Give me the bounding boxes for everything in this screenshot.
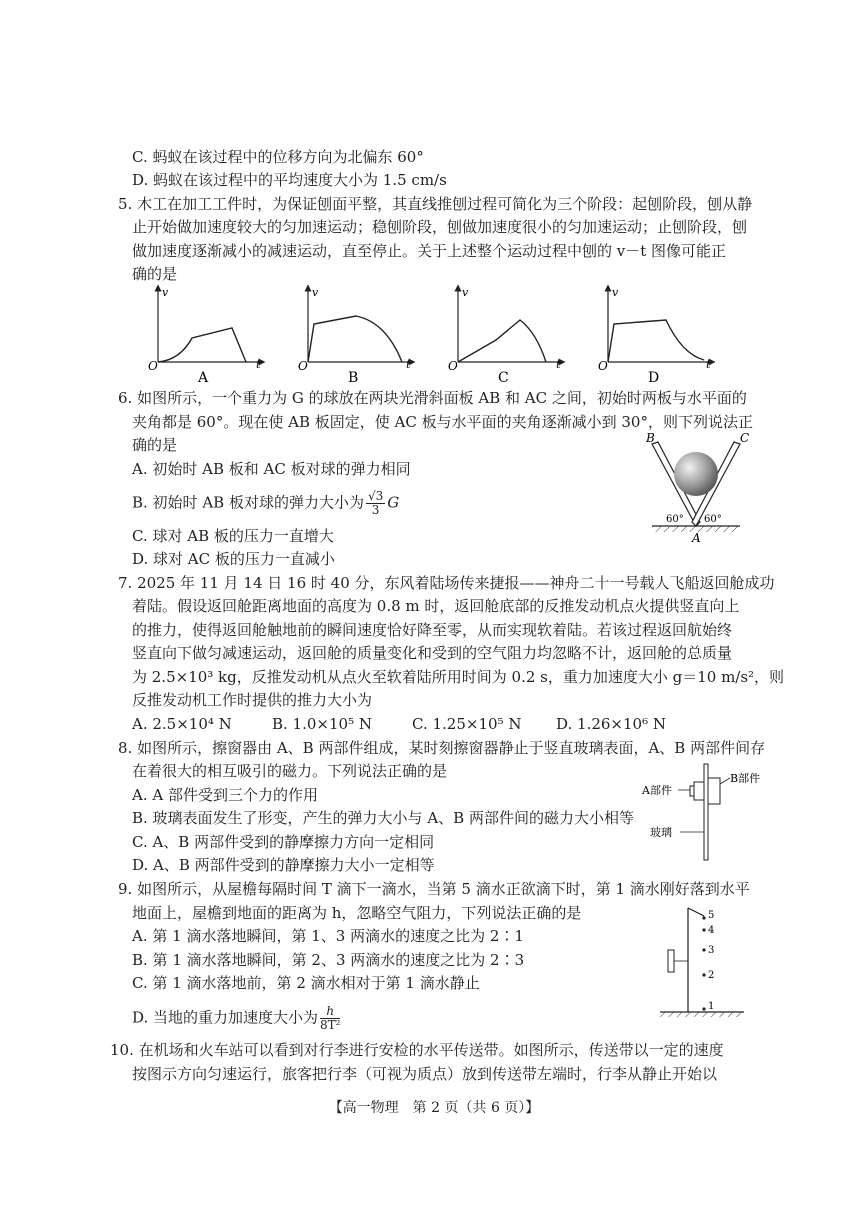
q6-option-b <box>132 490 399 517</box>
q9-figure <box>660 898 760 1018</box>
q9-stem-2: 地面上，屋檐到地面的距离为 h，忽略空气阻力，下列说法正确的是 <box>132 904 582 922</box>
q8-stem-1: 8. 如图所示，擦窗器由 A、B 两部件组成，某时刻擦窗器静止于竖直玻璃表面，A、B 两部件间存 <box>118 739 766 757</box>
fig9-drop-4: 4 <box>708 925 715 936</box>
q6-option-b-g: G <box>387 493 400 512</box>
q7-stem-6: 反推发动机工作时提供的推力大小为 <box>132 691 373 709</box>
graph-b <box>298 286 412 386</box>
q8-option-c: C. A、B 两部件受到的静摩擦力方向一定相同 <box>132 833 435 851</box>
fig6-label-a: A <box>692 531 701 545</box>
q6-figure <box>630 430 760 546</box>
q6-option-b-text: B. 初始时 AB 板对球的弹力大小为 <box>132 493 364 512</box>
fig8-label-part-a: A部件 <box>642 784 672 797</box>
q7-stem-3: 的推力，使得返回舱触地前的瞬间速度恰好降至零，从而实现软着陆。若该过程返回航始终 <box>132 621 733 639</box>
q9-stem-1: 9. 如图所示，从屋檐每隔时间 T 滴下一滴水，当第 5 滴水正欲滴下时，第 1 滴水刚好落到水平 <box>118 880 750 898</box>
q5-stem-2: 止开始做加速度较大的匀加速运动；稳刨阶段，刨做加速度很小的匀加速运动；止刨阶段，刨 <box>132 218 748 236</box>
q8-option-a: A. A 部件受到三个力的作用 <box>132 786 318 804</box>
q6-stem-2: 夹角都是 60°。现在使 AB 板固定，使 AC 板与水平面的夹角逐渐减小到 30°，则下列说法正 <box>132 413 753 431</box>
fig8-label-part-b: B部件 <box>730 772 761 785</box>
graph-c-label: C <box>498 370 509 386</box>
q7-stem-4: 竖直向下做匀减速运动，返回舱的质量变化和受到的空气阻力均忽略不计，返回舱的总质量 <box>132 644 733 662</box>
q6-option-c: C. 球对 AB 板的压力一直增大 <box>132 527 334 545</box>
q9-option-d <box>132 1005 342 1032</box>
fig9-drop-1: 1 <box>708 1001 715 1012</box>
graph-a-label: A <box>198 370 209 386</box>
fig9-drop-2: 2 <box>708 970 715 981</box>
q6-fraction-numerator: √3 <box>367 489 384 503</box>
fig6-angle-left: 60° <box>666 514 684 525</box>
graph-b-label: B <box>348 370 359 386</box>
q10-stem-1: 10. 在机场和火车站可以看到对行李进行安检的水平传送带。如图所示，传送带以一定的速度 <box>110 1041 724 1059</box>
q10-stem-2: 按图示方向匀速运行，旅客把行李（可视为质点）放到传送带左端时，行李从静止开始以 <box>132 1065 718 1083</box>
page-footer: 【高一物理 第 2 页（共 6 页）】 <box>328 1100 540 1116</box>
q7-stem-1: 7. 2025 年 11 月 14 日 16 时 40 分，东风着陆场传来捷报——神舟二十一号载人飞船返回舱成功 <box>118 574 775 592</box>
graph-a-v: v <box>162 286 169 299</box>
q5-stem-1: 5. 木工在加工工件时，为保证刨面平整，其直线推刨过程可简化为三个阶段：起刨阶段，刨从静 <box>118 195 753 213</box>
q7-option-b: B. 1.0×10⁵ N <box>272 715 372 733</box>
graph-b-o: O <box>298 359 308 373</box>
fig6-angle-right: 60° <box>704 514 722 525</box>
q7-option-a: A. 2.5×10⁴ N <box>132 715 232 733</box>
fig9-drop-5: 5 <box>708 910 715 921</box>
q6-option-a: A. 初始时 AB 板和 AC 板对球的弹力相同 <box>132 460 411 478</box>
q7-option-c: C. 1.25×10⁵ N <box>412 715 522 733</box>
q8-option-d: D. A、B 两部件受到的静摩擦力大小一定相等 <box>132 856 435 874</box>
fig8-label-glass: 玻璃 <box>650 826 672 839</box>
q8-option-b: B. 玻璃表面发生了形变，产生的弹力大小与 A、B 两部件间的磁力大小相等 <box>132 809 634 827</box>
q9-option-c: C. 第 1 滴水落地前，第 2 滴水相对于第 1 滴水静止 <box>132 974 480 992</box>
graph-c <box>448 286 562 386</box>
fig6-label-b: B <box>646 431 655 445</box>
q7-stem-2: 着陆。假设返回舱距离地面的高度为 0.8 m 时，返回舱底部的反推发动机点火提供竖直向上 <box>132 597 740 615</box>
q4-option-c: C. 蚂蚁在该过程中的位移方向为北偏东 60° <box>132 148 424 166</box>
graph-d-t: t <box>706 358 711 371</box>
q5-vt-graphs <box>140 282 780 388</box>
graph-b-t: t <box>406 358 411 371</box>
graph-d-label: D <box>648 370 660 386</box>
graph-d <box>598 286 712 386</box>
graph-b-v: v <box>312 286 319 299</box>
q7-stem-5: 为 2.5×10³ kg，反推发动机从点火至软着陆所用时间为 0.2 s，重力加速度大小 g＝10 m/s²，则 <box>132 668 785 686</box>
q9-option-d-text: D. 当地的重力加速度大小为 <box>132 1008 319 1027</box>
graph-c-v: v <box>462 286 469 299</box>
q7-option-d: D. 1.26×10⁶ N <box>556 715 666 733</box>
graph-a-t: t <box>256 358 261 371</box>
q6-stem-3: 确的是 <box>132 436 178 454</box>
q8-figure <box>640 760 770 864</box>
ball <box>674 452 718 496</box>
q9-option-b: B. 第 1 滴水落地瞬间，第 2、3 两滴水的速度之比为 2∶3 <box>132 951 525 969</box>
graph-c-o: O <box>448 359 458 373</box>
q6-option-b-fraction <box>366 490 385 517</box>
q8-stem-2: 在着很大的相互吸引的磁力。下列说法正确的是 <box>132 762 448 780</box>
q5-stem-3: 做加速度逐渐减小的减速运动，直至停止。关于上述整个运动过程中刨的 v－t 图像可能正 <box>132 242 727 260</box>
q9-fraction-denominator: 8T² <box>320 1018 341 1032</box>
q6-fraction-denominator: 3 <box>371 503 380 517</box>
q4-option-d: D. 蚂蚁在该过程中的平均速度大小为 1.5 cm/s <box>132 171 447 189</box>
q6-option-d: D. 球对 AC 板的压力一直减小 <box>132 550 335 568</box>
q9-option-a: A. 第 1 滴水落地瞬间，第 1、3 两滴水的速度之比为 2∶1 <box>132 927 524 945</box>
q5-stem-4: 确的是 <box>132 265 178 283</box>
fig6-label-c: C <box>740 431 750 445</box>
fig9-drop-3: 3 <box>708 945 715 956</box>
graph-d-o: O <box>598 359 608 373</box>
q9-option-d-fraction <box>320 1005 340 1032</box>
graph-a-o: O <box>148 359 158 373</box>
graph-c-t: t <box>556 358 561 371</box>
graph-a <box>148 286 262 386</box>
q6-stem-1: 6. 如图所示，一个重力为 G 的球放在两块光滑斜面板 AB 和 AC 之间，初始时两板与水平面的 <box>118 389 747 407</box>
graph-d-v: v <box>612 286 619 299</box>
q9-fraction-numerator: h <box>320 1005 340 1019</box>
